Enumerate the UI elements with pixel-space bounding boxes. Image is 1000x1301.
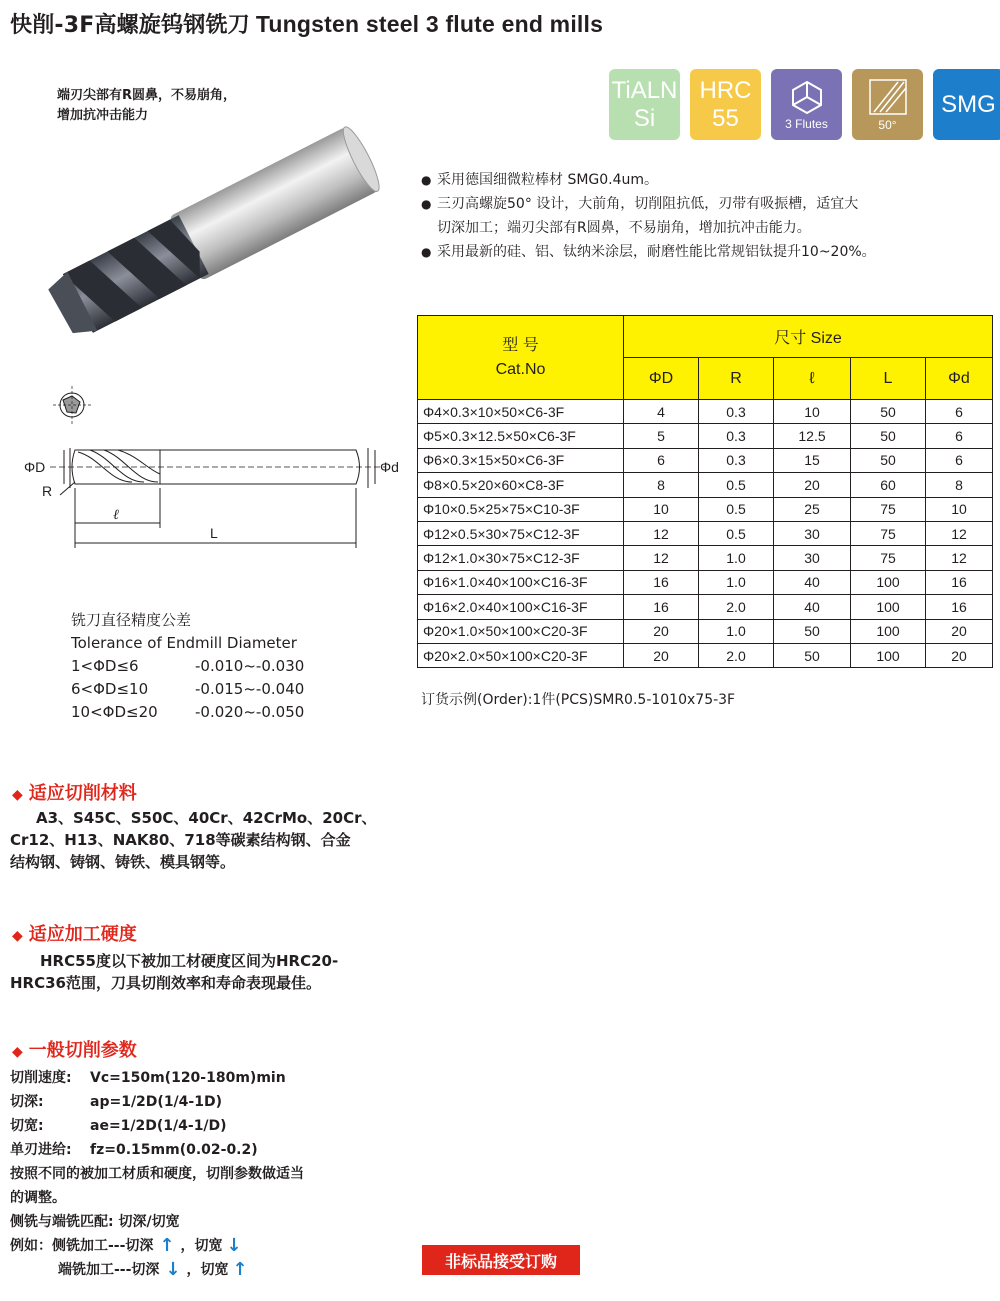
param-note: 按照不同的被加工材质和硬度，切削参数做适当 [10,1166,304,1182]
param-value: ap=1/2D(1/4-1D) [90,1094,222,1110]
model-cell: Φ8×0.5×20×60×C8-3F [418,473,624,497]
materials-title: 适应切削材料 [28,783,137,804]
table-row [418,521,993,545]
size-cell: 1.0 [699,546,774,570]
section-view-icon [53,386,92,424]
size-cell: 100 [851,595,926,619]
size-cell: 50 [851,400,926,424]
size-cell: 100 [851,570,926,594]
col-header-l: ℓ [774,358,851,400]
size-cell: 20 [624,619,699,643]
param-note: 的调整。 [10,1190,66,1206]
helix-angle-icon [868,78,908,116]
col-header-R: R [699,358,774,400]
model-header-en: Cat.No [495,360,546,378]
end-mill-photo [20,90,400,360]
spec-table [417,315,993,668]
tip-note-line: 端刃尖部有R圆鼻，不易崩角， [57,88,237,103]
size-cell: 0.5 [699,521,774,545]
size-cell: 16 [624,595,699,619]
model-cell: Φ20×2.0×50×100×C20-3F [418,643,624,667]
model-header-cn: 型 号 [502,336,539,354]
size-cell: 10 [926,497,993,521]
flutes-badge [771,69,842,140]
tolerance-row [71,678,304,701]
bullet-icon: ● [421,245,432,259]
hrc-value: 55 [712,104,739,132]
size-cell: 6 [926,448,993,472]
size-cell: 12 [926,546,993,570]
size-cell: 0.5 [699,473,774,497]
param-value: ae=1/2D(1/4-1/D) [90,1118,227,1134]
hardness-title: 适应加工硬度 [28,924,137,945]
size-cell: 25 [774,497,851,521]
size-cell: 20 [624,643,699,667]
table-row [418,497,993,521]
size-cell: 30 [774,546,851,570]
tolerance-title-cn: 铣刀直径精度公差 [71,611,192,629]
size-cell: 100 [851,619,926,643]
size-cell: 0.3 [699,400,774,424]
params-heading [12,1036,137,1062]
tolerance-value: -0.020~-0.050 [195,703,305,721]
example-text: 端铣加工---切深 [58,1262,160,1278]
bullet-icon: ● [421,173,432,187]
size-cell: 2.0 [699,595,774,619]
size-cell: 4 [624,400,699,424]
size-cell: 1.0 [699,619,774,643]
diamond-icon: ◆ [12,1044,23,1060]
size-cell: 40 [774,595,851,619]
size-cell: 16 [926,595,993,619]
model-cell: Φ12×0.5×30×75×C12-3F [418,521,624,545]
size-cell: 50 [851,424,926,448]
diamond-icon: ◆ [12,787,23,803]
tolerance-row [71,701,304,724]
arrow-up-icon: ↑ [159,1235,175,1256]
feature-text-continued: 切深加工；端刃尖部有R圆鼻，不易崩角，增加抗冲击能力。 [437,220,811,236]
size-cell: 12.5 [774,424,851,448]
size-cell: 20 [774,473,851,497]
table-row [418,595,993,619]
coating-label-2: Si [633,104,656,132]
size-cell: 40 [774,570,851,594]
hardness-heading [12,920,137,946]
size-cell: 75 [851,497,926,521]
tolerance-value: -0.015~-0.040 [195,680,305,698]
param-row [10,1114,304,1138]
feature-item [421,240,981,264]
size-cell: 5 [624,424,699,448]
tolerance-block [71,609,304,724]
model-cell: Φ6×0.3×15×50×C6-3F [418,448,624,472]
size-cell: 0.3 [699,424,774,448]
size-cell: 50 [851,448,926,472]
example-text: ，切宽 [186,1262,229,1278]
size-cell: 0.5 [699,497,774,521]
size-cell: 8 [624,473,699,497]
material-badge [933,69,1000,140]
tip-note-line: 增加抗冲击能力 [57,108,149,123]
table-row [418,619,993,643]
size-cell: 20 [926,643,993,667]
flutes-label: 3 Flutes [785,116,828,131]
hardness-badge [690,69,761,140]
feature-item [421,192,981,216]
size-cell: 0.3 [699,448,774,472]
size-cell: 75 [851,521,926,545]
order-example: 订货示例(Order):1件(PCS)SMR0.5-1010x75-3F [421,692,736,708]
table-row [418,448,993,472]
helix-badge [852,69,923,140]
model-header [418,316,624,400]
feature-text: 采用最新的硅、铝、钛纳米涂层，耐磨性能比常规铝钛提升10~20%。 [437,244,876,260]
title-en: Tungsten steel 3 flute end mills [255,11,604,37]
param-key: 切宽: [10,1118,44,1134]
feature-badges [609,69,1000,140]
label-L: L [210,525,218,541]
label-l: ℓ [113,508,119,523]
tolerance-value: -0.010~-0.030 [195,657,305,675]
helix-label: 50° [878,117,897,132]
model-cell: Φ4×0.3×10×50×C6-3F [418,400,624,424]
title-cn: 快削-3F高螺旋钨钢铣刀 [10,13,250,38]
size-cell: 6 [926,400,993,424]
size-cell: 2.0 [699,643,774,667]
feature-text: 采用德国细微粒棒材 SMG0.4um。 [437,172,659,188]
size-cell: 30 [774,521,851,545]
size-cell: 20 [926,619,993,643]
param-row [10,1066,304,1090]
model-cell: Φ20×1.0×50×100×C20-3F [418,619,624,643]
custom-order-banner: 非标品接受订购 [422,1245,580,1275]
tolerance-row [71,655,304,678]
coating-badge [609,69,680,140]
size-cell: 75 [851,546,926,570]
table-row [418,570,993,594]
example-text: 例如：侧铣加工---切深 [10,1238,154,1254]
three-flute-icon [789,79,825,115]
param-key: 切削速度: [10,1070,72,1086]
label-R: R [42,483,53,499]
table-row [418,473,993,497]
model-cell: Φ16×2.0×40×100×C16-3F [418,595,624,619]
bullet-icon: ● [421,197,432,211]
size-cell: 16 [926,570,993,594]
param-value: fz=0.15mm(0.02-0.2) [90,1142,258,1158]
col-header-D: ΦD [624,358,699,400]
example-row [10,1234,304,1258]
table-row [418,546,993,570]
tolerance-range: 6<ΦD≤10 [71,680,149,698]
param-row [10,1138,304,1162]
materials-text: A3、S45C、S50C、40Cr、42CrMo、20Cr、 [36,809,377,827]
label-D: ΦD [24,459,46,475]
size-header: 尺寸 Size [624,316,993,358]
hardness-text: HRC55度以下被加工材硬度区间为HRC20- [40,952,339,970]
params-title: 一般切削参数 [28,1040,137,1061]
col-header-d: Φd [926,358,993,400]
table-row [418,643,993,667]
model-cell: Φ16×1.0×40×100×C16-3F [418,570,624,594]
arrow-down-icon: ↓ [226,1235,242,1256]
size-cell: 6 [624,448,699,472]
dimension-diagram [20,378,410,558]
material-label: SMG [941,90,996,118]
size-cell: 16 [624,570,699,594]
materials-text: Cr12、H13、NAK80、718等碳素结构钢、合金 [10,831,351,849]
size-cell: 60 [851,473,926,497]
arrow-down-icon: ↓ [165,1259,181,1280]
tolerance-range: 1<ΦD≤6 [71,657,139,675]
param-key: 单刃进给: [10,1142,72,1158]
table-row [418,424,993,448]
model-cell: Φ12×1.0×30×75×C12-3F [418,546,624,570]
table-row [418,400,993,424]
label-d: Φd [380,459,399,475]
param-value: Vc=150m(120-180m)min [90,1070,286,1086]
example-row [10,1258,304,1282]
size-cell: 50 [774,619,851,643]
size-cell: 100 [851,643,926,667]
size-cell: 12 [624,521,699,545]
cutting-params [10,1066,304,1282]
size-cell: 50 [774,643,851,667]
param-key: 切深: [10,1094,44,1110]
feature-item [421,168,981,192]
example-text: ，切宽 [180,1238,223,1254]
size-cell: 10 [624,497,699,521]
tolerance-range: 10<ΦD≤20 [71,703,158,721]
hardness-text: HRC36范围，刀具切削效率和寿命表现最佳。 [10,974,321,992]
diamond-icon: ◆ [12,928,23,944]
coating-label: TiALN [611,76,678,104]
tolerance-title-en: Tolerance of Endmill Diameter [71,634,297,652]
size-cell: 15 [774,448,851,472]
hrc-label: HRC [699,76,752,104]
model-cell: Φ10×0.5×25×75×C10-3F [418,497,624,521]
param-match: 侧铣与端铣匹配: 切深/切宽 [10,1214,180,1230]
materials-text: 结构钢、铸钢、铸铁、模具钢等。 [10,853,236,871]
size-cell: 6 [926,424,993,448]
page-title [10,8,603,39]
materials-heading [12,779,137,805]
feature-text: 三刃高螺旋50° 设计，大前角，切削阻抗低，刃带有吸振槽，适宜大 [437,196,859,212]
size-cell: 12 [926,521,993,545]
size-cell: 1.0 [699,570,774,594]
col-header-L: L [851,358,926,400]
model-cell: Φ5×0.3×12.5×50×C6-3F [418,424,624,448]
arrow-up-icon: ↑ [232,1259,248,1280]
size-cell: 8 [926,473,993,497]
param-row [10,1090,304,1114]
size-cell: 10 [774,400,851,424]
feature-list [421,168,981,264]
size-cell: 12 [624,546,699,570]
